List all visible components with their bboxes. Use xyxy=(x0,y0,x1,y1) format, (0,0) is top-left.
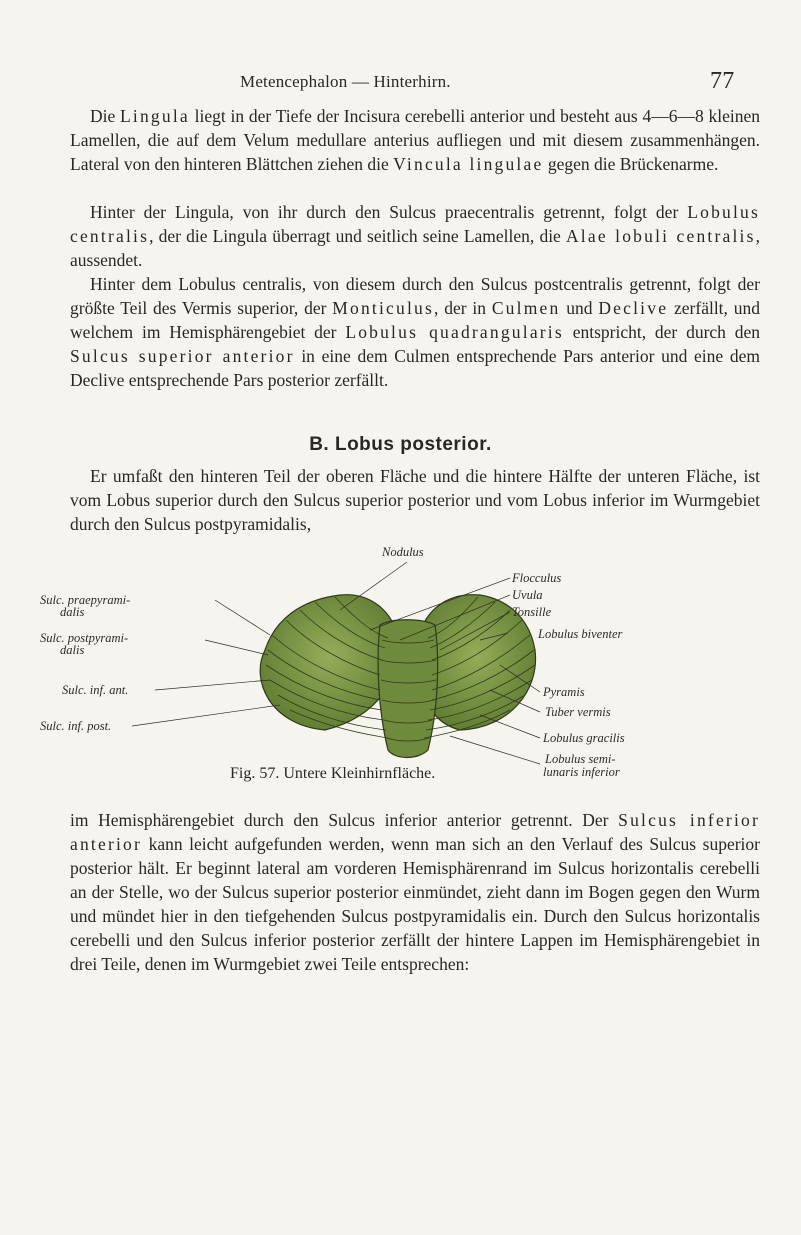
paragraph-monticulus: Hinter dem Lobulus centralis, von diesem durch den Sulcus postcentralis getrennt, folgt der größte Teil des Vermis superior, der Monticulus, der in Culmen und Declive zerfällt, und welchem im Hemisphärengebiet der Lobulus quadrangularis entspricht, der durch den Sulcus superior anterior in eine dem Culmen entsprechende Pars anterior und eine dem Declive entsprechende Pars posterior zerfällt. xyxy=(70,274,761,390)
label-flocculus: Flocculus xyxy=(512,571,562,585)
running-title: Metencephalon — Hinterhirn. xyxy=(240,72,451,91)
label-sulc-postpyramidalis-1: Sulc. postpyrami- xyxy=(40,631,129,645)
paragraph-sulcus-inferior-anterior: im Hemisphärengebiet durch den Sulcus inferior anterior getrennt. Der Sulcus inferior anterior kann leicht aufgefunden werden, wenn man sich an den Verlauf des Sulcus superior posterior hält. Er beginnt lateral am vorderen Hemisphärenrand im Sulcus horizontalis cerebelli an der Stelle, wo der Sulcus superior posterior einmündet, zieht dann im Bogen gegen den Wurm und mündet hier in den tiefgehenden Sulcus postpyramidalis ein. Durch den Sulcus horizontalis cerebelli und den Sulcus inferior posterior zerfällt der hintere Lappen im Hemisphärengebiet in drei Teile, denen im Wurmgebiet zwei Teile entsprechen: xyxy=(70,810,760,974)
label-lobulus-biventer: Lobulus biventer xyxy=(538,627,623,641)
cerebellum-illustration xyxy=(40,540,770,790)
label-sulc-praepyramidalis-1: Sulc. praepyrami- xyxy=(40,593,131,607)
paragraph-lingula: Die Lingula liegt in der Tiefe der Incisura cerebelli anterior und besteht aus 4—6—8 kleinen Lamellen, die auf dem Velum medullare anterius aufliegen und mit diesem zusammenhängen. Lateral von den hinteren Blättchen ziehen die Vincula lingulae gegen die Brückenarme. xyxy=(70,106,760,174)
label-uvula: Uvula xyxy=(512,588,543,602)
label-tuber-vermis: Tuber vermis xyxy=(545,705,611,719)
label-nodulus: Nodulus xyxy=(382,545,424,559)
figure-caption: Fig. 57. Untere Kleinhirnfläche. xyxy=(230,765,436,782)
label-tonsille: Tonsille xyxy=(512,605,552,619)
paragraph-lobulus-centralis: Hinter der Lingula, von ihr durch den Sulcus praecentralis getrennt, folgt der Lobulus centralis, der die Lingula überragt und seitlich seine Lamellen, die Alae lobuli centralis, aussendet. xyxy=(70,202,760,270)
label-lobulus-semilunaris-2: lunaris inferior xyxy=(543,765,620,779)
label-sulc-inf-post: Sulc. inf. post. xyxy=(40,719,112,733)
label-sulc-praepyramidalis-2: dalis xyxy=(60,605,85,619)
label-lobulus-semilunaris-1: Lobulus semi- xyxy=(545,752,616,766)
paragraph-lobus-posterior: Er umfaßt den hinteren Teil der oberen Fläche und die hintere Hälfte der unteren Fläche, ist vom Lobus superior durch den Sulcus superior posterior und vom Lobus inferior im Wurmgebiet durch den Sulcus postpyramidalis, xyxy=(70,466,760,534)
figure-cerebellum xyxy=(40,540,770,790)
section-heading: B. Lobus posterior. xyxy=(309,434,492,455)
label-lobulus-gracilis: Lobulus gracilis xyxy=(543,731,625,745)
label-sulc-postpyramidalis-2: dalis xyxy=(60,643,85,657)
label-pyramis: Pyramis xyxy=(543,685,585,699)
page-number: 77 xyxy=(710,68,735,94)
label-sulc-inf-ant: Sulc. inf. ant. xyxy=(62,683,129,697)
